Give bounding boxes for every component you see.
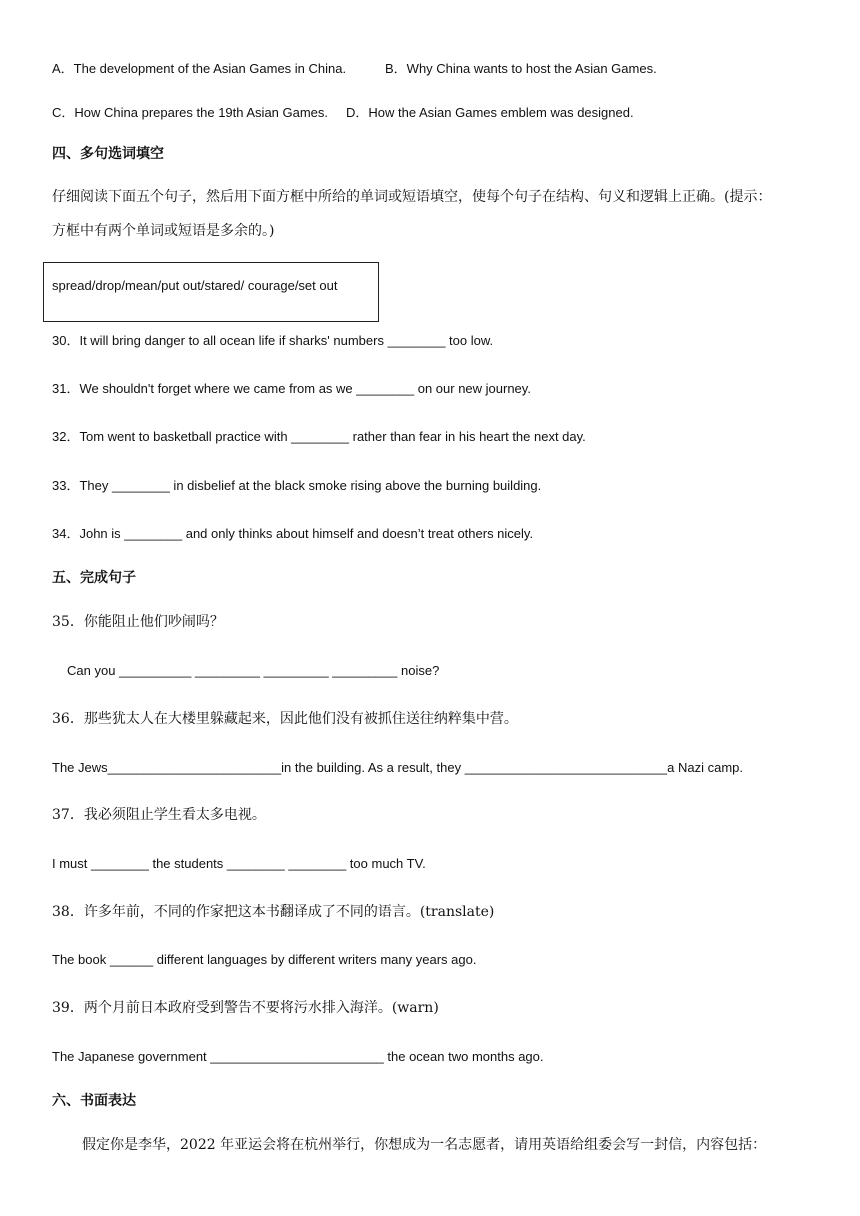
section-4-title: 四、多句选词填空 <box>52 146 164 162</box>
question-39-chinese: 39．两个月前日本政府受到警告不要将污水排入海洋。(warn) <box>52 1000 439 1016</box>
question-34: 34．John is ________ and only thinks about himself and doesn’t treat others nicely. <box>52 526 534 541</box>
question-30: 30．It will bring danger to all ocean life if sharks' numbers ________ too low. <box>52 333 494 348</box>
section-6-title: 六、书面表达 <box>52 1093 136 1109</box>
question-36-english: The Jews________________________in the building. As a result, they ____________________________a Nazi camp. <box>52 760 744 775</box>
question-38-english: The book ______ different languages by different writers many years ago. <box>52 952 477 967</box>
section-5-title: 五、完成句子 <box>52 570 136 586</box>
question-35-english: Can you __________ _________ _________ _________ noise? <box>67 663 440 678</box>
writing-prompt: 假定你是李华，2022 年亚运会将在杭州举行，你想成为一名志愿者，请用英语给组委会写一封信，内容包括： <box>82 1137 767 1153</box>
question-35-chinese: 35．你能阻止他们吵闹吗？ <box>52 614 224 630</box>
option-c: C．How China prepares the 19th Asian Games. <box>52 105 329 120</box>
option-d: D．How the Asian Games emblem was designed. <box>346 105 634 120</box>
option-a: A．The development of the Asian Games in China. <box>52 61 347 76</box>
word-box <box>43 262 379 322</box>
question-38-chinese: 38．许多年前，不同的作家把这本书翻译成了不同的语言。(translate) <box>52 904 495 920</box>
option-b: B．Why China wants to host the Asian Games. <box>385 61 657 76</box>
question-39-english: The Japanese government ________________________ the ocean two months ago. <box>52 1049 544 1064</box>
section-4-instruction-2: 方框中有两个单词或短语是多余的。) <box>52 223 275 239</box>
question-37-english: I must ________ the students ________ ________ too much TV. <box>52 856 426 871</box>
question-36-chinese: 36．那些犹太人在大楼里躲藏起来，因此他们没有被抓住送往纳粹集中营。 <box>52 711 518 727</box>
question-31: 31．We shouldn't forget where we came from as we ________ on our new journey. <box>52 381 531 396</box>
section-4-instruction-1: 仔细阅读下面五个句子，然后用下面方框中所给的单词或短语填空，使每个句子在结构、句义和逻辑上正确。(提示： <box>52 189 772 205</box>
question-32: 32．Tom went to basketball practice with ________ rather than fear in his heart the next day. <box>52 429 586 444</box>
question-33: 33．They ________ in disbelief at the black smoke rising above the burning building. <box>52 478 542 493</box>
question-37-chinese: 37．我必须阻止学生看太多电视。 <box>52 807 266 823</box>
word-box-text: spread/drop/mean/put out/stared/ courage/set out <box>52 278 338 293</box>
